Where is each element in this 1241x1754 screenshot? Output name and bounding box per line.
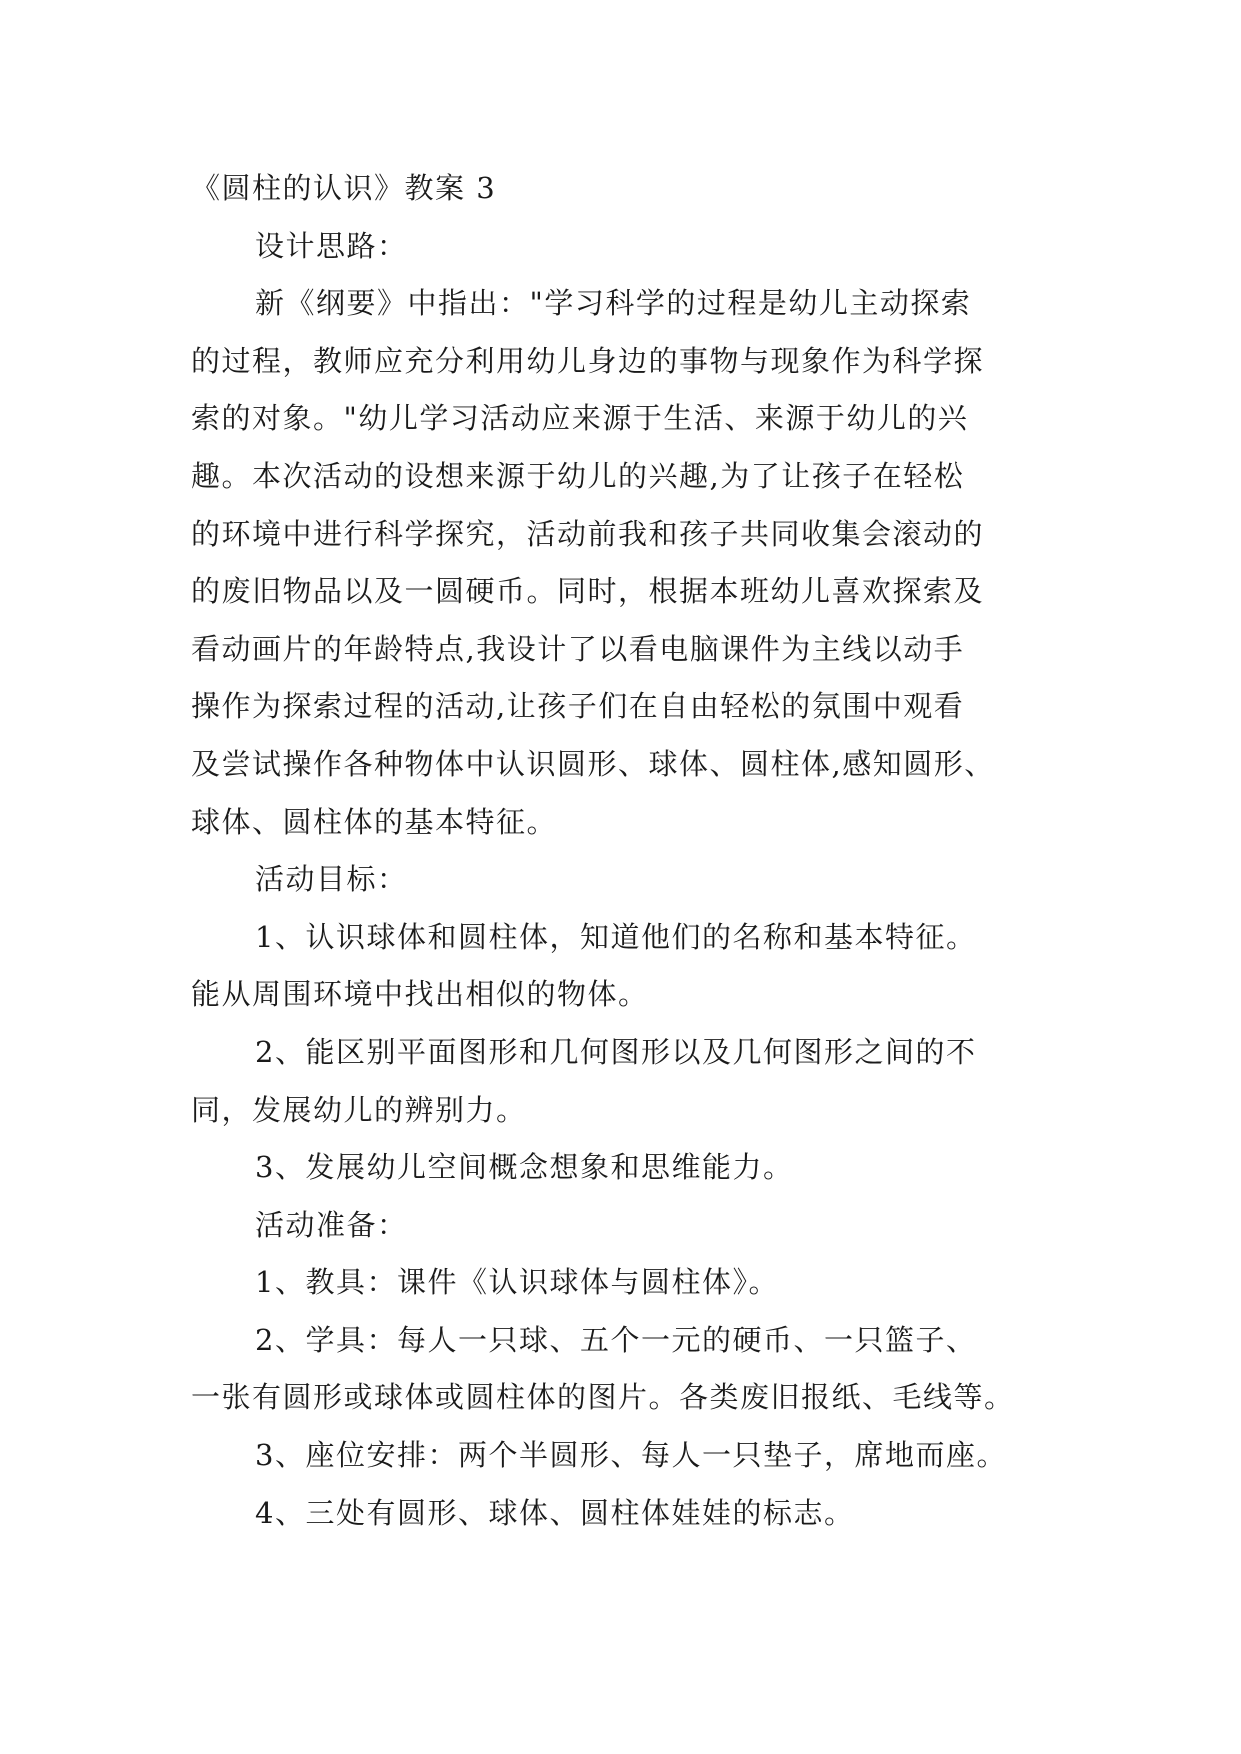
preparation-item: 3、座位安排：两个半圆形、每人一只垫子，席地而座。: [255, 1438, 1007, 1473]
section-heading-design: 设计思路：: [255, 228, 408, 263]
paragraph-line: 及尝试操作各种物体中认识圆形、球体、圆柱体,感知圆形、: [191, 746, 995, 781]
paragraph-line: 操作为探索过程的活动,让孩子们在自由轻松的氛围中观看: [191, 689, 965, 724]
paragraph-line: 新《纲要》中指出："学习科学的过程是幼儿主动探索: [255, 286, 972, 321]
goal-item-continuation: 同，发展幼儿的辨别力。: [191, 1092, 527, 1127]
section-heading-preparation: 活动准备：: [255, 1207, 408, 1242]
document-body: [191, 160, 1071, 1542]
paragraph-line: 看动画片的年龄特点,我设计了以看电脑课件为主线以动手: [191, 631, 965, 666]
paragraph-line: 的环境中进行科学探究，活动前我和孩子共同收集会滚动的: [191, 516, 985, 551]
paragraph-line: 趣。本次活动的设想来源于幼儿的兴趣,为了让孩子在轻松: [191, 458, 965, 493]
paragraph-line: 球体、圆柱体的基本特征。: [191, 804, 558, 839]
preparation-item: 1、教具：课件《认识球体与圆柱体》。: [255, 1265, 779, 1300]
goal-item: 2、能区别平面图形和几何图形以及几何图形之间的不: [255, 1034, 977, 1069]
goal-item-continuation: 能从周围环境中找出相似的物体。: [191, 977, 649, 1012]
preparation-item: 4、三处有圆形、球体、圆柱体娃娃的标志。: [255, 1495, 855, 1530]
goal-item: 3、发展幼儿空间概念想象和思维能力。: [255, 1150, 794, 1185]
section-heading-goals: 活动目标：: [255, 862, 408, 897]
preparation-item-continuation: 一张有圆形或球体或圆柱体的图片。各类废旧报纸、毛线等。: [191, 1380, 1015, 1415]
preparation-item: 2、学具：每人一只球、五个一元的硬币、一只篮子、: [255, 1322, 977, 1357]
paragraph-line: 的过程，教师应充分利用幼儿身边的事物与现象作为科学探: [191, 343, 985, 378]
paragraph-line: 的废旧物品以及一圆硬币。同时，根据本班幼儿喜欢探索及: [191, 574, 985, 609]
goal-item: 1、认识球体和圆柱体，知道他们的名称和基本特征。: [255, 919, 977, 954]
document-title: 《圆柱的认识》教案 3: [191, 171, 497, 205]
paragraph-line: 索的对象。"幼儿学习活动应来源于生活、来源于幼儿的兴: [191, 401, 969, 436]
